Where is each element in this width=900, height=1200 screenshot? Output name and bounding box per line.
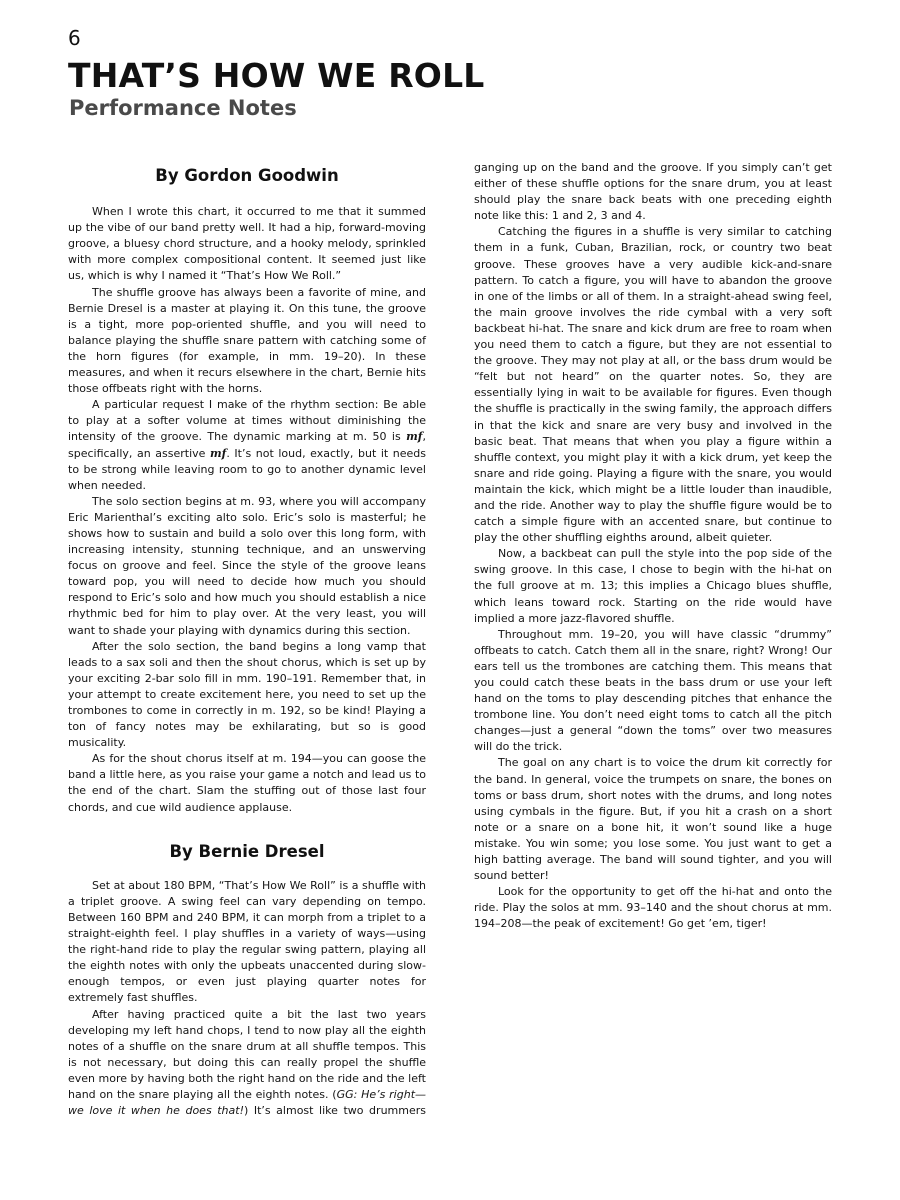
dresel-paragraph-4: Now, a backbeat can pull the style into the pop side of the swing groove. In this case, I chose to begin with the hi-hat on the full groove at m. 13; this implies a Chicago blues shuffle, which leans toward rock. Starting on the ride would have implied a more jazz-flavored shuffle. <box>474 547 832 625</box>
dynamic-marking-mf: mf <box>406 430 423 444</box>
page-title: THAT’S HOW WE ROLL <box>68 56 485 95</box>
page-number: 6 <box>68 26 81 50</box>
dresel-paragraph-2 <box>68 1007 426 1120</box>
goodwin-paragraph-5: After the solo section, the band begins a long vamp that leads to a sax soli and then the shout chorus, which is set up by your exciting 2-bar solo fill in mm. 190–191. Remember that, in your attempt to create excitement here, you need to set up the trombones to come in correctly in m. 192, so be kind! Playing a ton of fancy notes may be exhilarating, but so is good musicality. <box>68 639 426 750</box>
dresel-paragraph-5: Throughout mm. 19–20, you will have classic “drummy” offbeats to catch. Catch them all in the snare, right? Wrong! Our ears tell us the trombones are catching them. This means that you could catch these beats in the bass drum or use your left hand on the toms to play descending pitches that enhance the trombone line. You don’t need eight toms to catch all the pitch changes—just a general “down the toms” over two measures will do the trick. <box>474 627 832 754</box>
goodwin-p3-text-a: A particular request I make of the rhythm section: Be able to play at a softer volume at times without diminishing the intensity of the groove. The dynamic marking at m. 50 is <box>68 398 426 444</box>
left-column <box>68 160 426 1119</box>
paragraph-text: ) It’s almost like two drummers <box>243 1104 426 1118</box>
dresel-paragraph-2-continued <box>474 160 832 224</box>
page-subtitle: Performance Notes <box>69 96 297 120</box>
dresel-paragraph-3: Catching the figures in a shuffle is very similar to catching them in a funk, Cuban, Brazilian, rock, or country two beat groove. These grooves have a very audible kick-and-snare pattern. To catch a figure, you will have to abandon the groove in one of the limbs or all of them. In a straight-ahead swing feel, the main groove involves the ride cymbal with a very soft backbeat hi-hat. The snare and kick drum are free to roam when you need them to catch a figure, but they are not essential to the groove. They may not play at all, or the bass drum would be “felt but not heard” on the quarter notes. So, they are essentially lying in wait to be available for figures. Even though the shuffle is practically in the swing family, the approach differs in that the kick and snare are very busy and involved in the basic beat. That means that when you play a figure within a shuffle context, you might play it with a kick drum, yet keep the snare and ride going. Playing a figure with the snare, you would maintain the kick, which might be a little louder than inaudible, and the ride. Another way to play the shuffle figure would be to catch a simple figure with an accented snare, but continue to play the other shuffling eighths around, albeit quieter. <box>474 225 832 545</box>
dynamic-marking-mf: mf <box>209 446 227 460</box>
dresel-paragraph-6: The goal on any chart is to voice the drum kit correctly for the band. In general, voice the trumpets on snare, the bones on toms or bass drum, short notes with the drums, and long notes using cymbals in the figure. But, if you hit a crash on a short note or a snare on a bone hit, it won’t sound like a huge mistake. You win some; you lose some. You just want to get a high batting average. The band will sound tighter, and you will sound better! <box>474 756 832 883</box>
goodwin-paragraph-4: The solo section begins at m. 93, where you will accompany Eric Marienthal’s exciting alto solo. Eric’s solo is masterful; he shows how to sustain and build a solo over this long form, with increasing intensity, stunning technique, and an unswerving focus on groove and feel. Since the style of the groove leans toward pop, you will need to decide how much you should respond to Eric’s solo and how much you should establish a nice rhythmic bed for him to play over. At the very least, you will want to shade your playing with dynamics during this section. <box>68 494 426 637</box>
goodwin-paragraph-6: As for the shout chorus itself at m. 194—you can goose the band a little here, as you raise your game a notch and lead us to the end of the chart. Slam the stuffing out of those last four chords, and cue wild audience applause. <box>68 752 426 814</box>
paragraph-text: ganging up on the band and the groove. If you simply can’t get either of these shuffle options for the snare drum, you at least should play the snare back beats with one preceding eighth note like this: 1 and 2, 3 and 4. <box>474 161 832 223</box>
italic-aside: GG: He’s right—we love it when he does that! <box>68 1087 427 1118</box>
byline-dresel: By Bernie Dresel <box>169 841 325 861</box>
goodwin-paragraph-3 <box>68 397 426 494</box>
goodwin-p3-text-b: , specifically, an assertive <box>68 430 426 460</box>
byline-goodwin: By Gordon Goodwin <box>155 166 339 185</box>
right-column <box>474 160 832 933</box>
dresel-paragraph-1: Set at about 180 BPM, “That’s How We Roll” is a shuffle with a triplet groove. A swing feel can vary depending on tempo. Between 160 BPM and 240 BPM, it can morph from a triplet to a straight-eighth feel. I play shuffles in a variety of ways—using the right-hand ride to play the regular swing pattern, playing all the eighth notes with only the upbeats unaccented during slow-enough tempos, or even just playing quarter notes for extremely fast shuffles. <box>68 878 426 1005</box>
goodwin-p3-text-c: . It’s not loud, exactly, but it needs to be strong while leaving room to go to another dynamic level when needed. <box>68 446 426 492</box>
goodwin-paragraph-2: The shuffle groove has always been a favorite of mine, and Bernie Dresel is a master at playing it. On this tune, the groove is a tight, more pop-oriented shuffle, and you will need to balance playing the shuffle snare pattern with catching some of the horn figures (for example, in mm. 19–20). In these measures, and when it recurs elsewhere in the chart, Bernie hits those offbeats right with the horns. <box>68 285 426 396</box>
goodwin-paragraph-1: When I wrote this chart, it occurred to me that it summed up the vibe of our band pretty well. It had a hip, forward-moving groove, a bluesy chord structure, and a hooky melody, sprinkled with more complex compositional content. It seemed just like us, which is why I named it “That’s How We Roll.” <box>68 205 426 283</box>
paragraph-text: After having practiced quite a bit the last two years developing my left hand chops, I tend to now play all the eighth notes of a shuffle on the snare drum at all shuffle tempos. This is not necessary, but doing this can really propel the shuffle even more by having both the right hand on the ride and the left hand on the snare playing all the eighth notes. ( <box>68 1007 426 1101</box>
dresel-paragraph-7: Look for the opportunity to get off the hi-hat and onto the ride. Play the solos at mm. 93–140 and the shout chorus at mm. 194–208—the peak of excitement! Go get ’em, tiger! <box>474 885 832 931</box>
